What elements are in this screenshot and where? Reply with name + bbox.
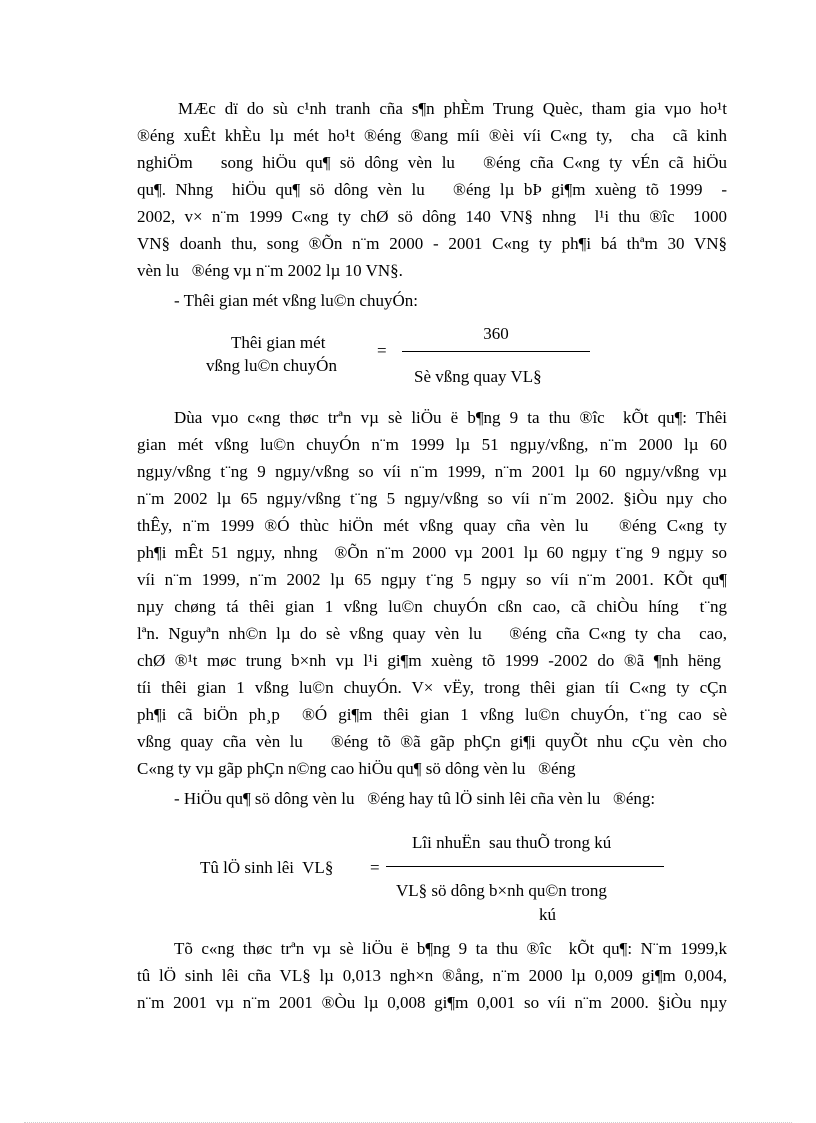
- paragraph-2-line-13: vßng quay cña vèn lu ®éng tõ ®ã gãp phÇn gi¶i quyÕt nhu cÇu vèn cho: [137, 732, 727, 751]
- bullet-turnover-period: - Thêi gian mét vßng lu©n chuyÓn:: [174, 291, 418, 310]
- paragraph-2-line-9: lªn. Nguyªn nh©n lµ do sè vßng quay vèn lu ®éng cña C«ng ty cha cao,: [137, 624, 727, 643]
- formula-1-lhs-line-1: Thêi gian mét: [231, 333, 326, 352]
- paragraph-1-line-6: VN§ doanh thu, song ®Õn n¨m 2000 - 2001 C«ng ty ph¶i bá thªm 30 VN§: [137, 234, 727, 253]
- paragraph-2-line-10: chØ ®¹t møc trung b×nh vµ l¹i gi¶m xuèng tõ 1999 -2002 do ®ã ¶nh hëng: [137, 651, 721, 670]
- formula-1-denominator: Sè vßng quay VL§: [414, 367, 542, 386]
- formula-2-numerator: Lîi nhuËn sau thuÕ trong kú: [412, 833, 612, 852]
- formula-1-numerator: 360: [483, 324, 509, 343]
- paragraph-1-line-1: MÆc dï do sù c¹nh tranh cña s¶n phÈm Trung Quèc, tham gia vµo ho¹t: [178, 99, 727, 118]
- paragraph-2-line-8: nµy chøng tá thêi gian 1 vßng lu©n chuyÓn cßn cao, cã chiÒu híng t¨ng: [137, 597, 727, 616]
- paragraph-3-line-2: tû lÖ sinh lêi cña VL§ lµ 0,013 ngh×n ®ång, n¨m 2000 lµ 0,009 gi¶m 0,004,: [137, 966, 727, 985]
- formula-2-denominator: VL§ sö dông b×nh qu©n trong: [396, 881, 607, 900]
- paragraph-1-line-7: vèn lu ®éng vµ n¨m 2002 lµ 10 VN§.: [137, 261, 403, 280]
- formula-2-fraction-bar: [386, 866, 664, 867]
- formula-1-fraction-bar: [402, 351, 590, 352]
- formula-1-lhs-line-2: vßng lu©n chuyÓn: [206, 356, 337, 375]
- formula-2-denominator-cut: kú: [539, 905, 556, 924]
- paragraph-2-line-1: Dùa vµo c«ng thøc trªn vµ sè liÖu ë b¶ng 9 ta thu ®îc kÕt qu¶: Thêi: [174, 408, 727, 427]
- paragraph-2-line-12: ph¶i cã biÖn ph¸p ®Ó gi¶m thêi gian 1 vßng lu©n chuyÓn, t¨ng cao sè: [137, 705, 727, 724]
- paragraph-1-line-3: nghiÖm song hiÖu qu¶ sö dông vèn lu ®éng cña C«ng ty vÉn cã hiÖu: [137, 153, 727, 172]
- paragraph-2-line-11: tíi thêi gian 1 vßng lu©n chuyÓn. V× vËy, trong thêi gian tíi C«ng ty cÇn: [137, 678, 727, 697]
- formula-2-lhs: Tû lÖ sinh lêi VL§: [200, 858, 334, 877]
- paragraph-2-line-14: C«ng ty vµ gãp phÇn n©ng cao hiÖu qu¶ sö dông vèn lu ®éng: [137, 759, 576, 778]
- paragraph-2-line-3: ngµy/vßng t¨ng 9 ngµy/vßng so víi n¨m 1999, n¨m 2001 lµ 60 ngµy/vßng vµ: [137, 462, 727, 481]
- paragraph-2-line-7: víi n¨m 1999, n¨m 2002 lµ 65 ngµy t¨ng 5 ngµy so víi n¨m 2001. KÕt qu¶: [137, 570, 727, 589]
- formula-1-equals: =: [377, 341, 387, 360]
- paragraph-1-line-4: qu¶. Nhng hiÖu qu¶ sö dông vèn lu ®éng lµ bÞ gi¶m xuèng tõ 1999 -: [137, 180, 727, 199]
- formula-2-equals: =: [370, 858, 380, 877]
- paragraph-3-line-1: Tõ c«ng thøc trªn vµ sè liÖu ë b¶ng 9 ta thu ®îc kÕt qu¶: N¨m 1999,k: [174, 939, 727, 958]
- paragraph-2-line-2: gian mét vßng lu©n chuyÓn n¨m 1999 lµ 51 ngµy/vßng, n¨m 2000 lµ 60: [137, 435, 727, 454]
- bullet-profitability: - HiÖu qu¶ sö dông vèn lu ®éng hay tû lÖ sinh lêi cña vèn lu ®éng:: [174, 789, 656, 808]
- paragraph-2-line-5: thÊy, n¨m 1999 ®Ó thùc hiÖn mét vßng quay cña vèn lu ®éng C«ng ty: [137, 516, 727, 535]
- paragraph-1-line-5: 2002, v× n¨m 1999 C«ng ty chØ sö dông 140 VN§ nhng l¹i thu ®îc 1000: [137, 207, 727, 226]
- paragraph-2-line-4: n¨m 2002 lµ 65 ngµy/vßng t¨ng 5 ngµy/vßng so víi n¨m 2002. §iÒu nµy cho: [137, 489, 727, 508]
- paragraph-2-line-6: ph¶i mÊt 51 ngµy, nhng ®Õn n¨m 2000 vµ 2001 lµ 60 ngµy t¨ng 9 ngµy so: [137, 543, 727, 562]
- paragraph-3-line-3: n¨m 2001 vµ n¨m 2001 ®Òu lµ 0,008 gi¶m 0,001 so víi n¨m 2000. §iÒu nµy: [137, 993, 727, 1012]
- paragraph-1-line-2: ®éng xuÊt khÈu lµ mét ho¹t ®éng ®ang míi ®èi víi C«ng ty, cha cã kinh: [137, 126, 727, 145]
